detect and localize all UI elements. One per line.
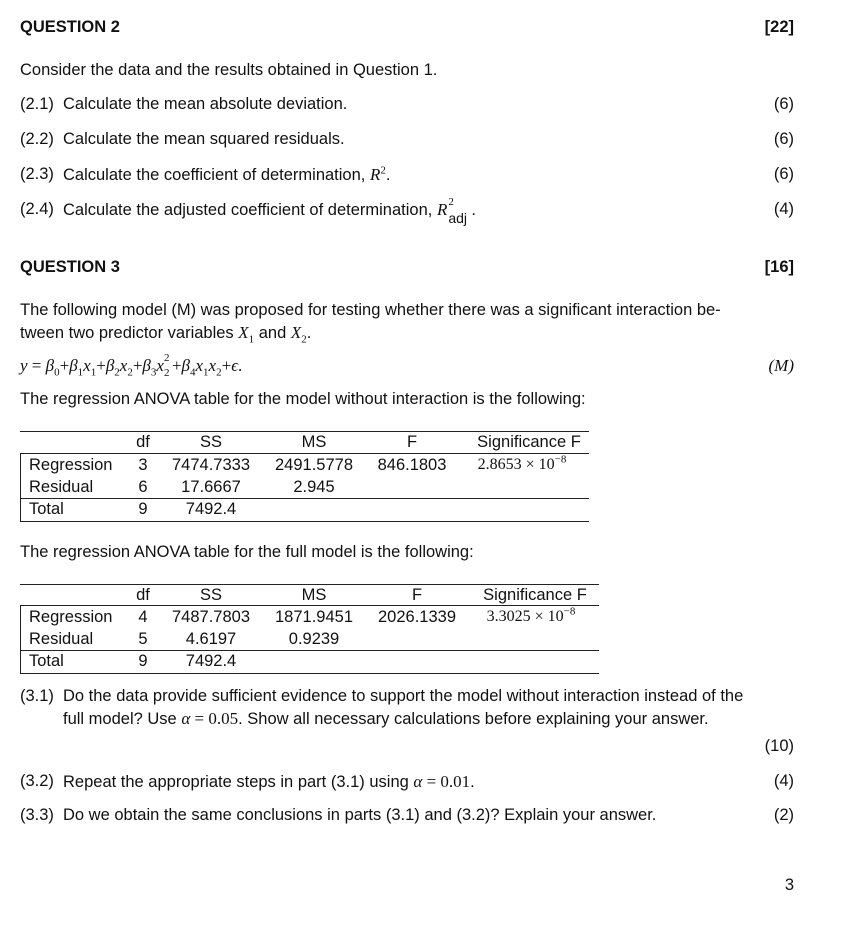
q2-item-4-text: Calculate the adjusted coefficient of determination, bbox=[63, 201, 437, 219]
q2-item-3-line: Calculate the coefficient of determination, $R^2$. bbox=[63, 164, 391, 184]
q3-item-1-marks: (10) bbox=[764, 737, 794, 755]
q2-item-4-label: (2.4) bbox=[20, 200, 54, 218]
q3-total-marks: [16] bbox=[764, 258, 794, 276]
q2-item-3-label: (2.3) bbox=[20, 165, 54, 183]
q2-item-2-label: (2.2) bbox=[20, 130, 54, 148]
x1-symbol: $X_1$ bbox=[238, 323, 255, 346]
t1-header-df: df bbox=[136, 433, 150, 451]
t1-header-sig-f: Significance F bbox=[477, 433, 581, 451]
q2-intro: Consider the data and the results obtained in Question 1. bbox=[20, 61, 438, 79]
t1-header-f: F bbox=[406, 433, 418, 451]
q2-item-3-text: Calculate the coefficient of determination, bbox=[63, 166, 370, 184]
q3-item-1-line1: Do the data provide sufficient evidence to support the model without interaction instead of the bbox=[63, 687, 744, 705]
r-squared-adj-symbol: R 2 adj bbox=[436, 196, 468, 226]
q2-item-2-marks: (6) bbox=[773, 130, 794, 148]
q3-intro-line2: tween two predictor variables $X_1$ and $X_2$. bbox=[20, 323, 312, 346]
t1-header-ms: MS bbox=[301, 433, 327, 451]
q3-item-1-line2: full model? Use α = 0.05. Show all necessary calculations before explaining your answer. bbox=[63, 709, 709, 728]
t2-header-sig-f: Significance F bbox=[483, 586, 587, 604]
q3-item-3-label: (3.3) bbox=[20, 806, 54, 824]
q2-item-4-line: Calculate the adjusted coefficient of determination, R 2 adj . bbox=[63, 196, 476, 226]
q3-heading: QUESTION 3 bbox=[20, 258, 120, 276]
q2-item-4-marks: (4) bbox=[773, 200, 794, 218]
t2-header-df: df bbox=[136, 586, 150, 604]
t2-header-ms: MS bbox=[301, 586, 327, 604]
r-squared-symbol: $R^2$ bbox=[369, 164, 386, 184]
table1-caption: The regression ANOVA table for the model without interaction is the following: bbox=[20, 390, 586, 408]
q3-intro-line1: The following model (M) was proposed for testing whether there was a significant interaction be- bbox=[20, 301, 721, 319]
q2-item-1-text: Calculate the mean absolute deviation. bbox=[63, 95, 348, 113]
table2-caption: The regression ANOVA table for the full model is the following: bbox=[20, 543, 474, 561]
model-label: (M) bbox=[768, 356, 794, 375]
page-number: 3 bbox=[784, 876, 794, 894]
q2-total-marks: [22] bbox=[764, 18, 794, 36]
q3-item-1-label: (3.1) bbox=[20, 687, 54, 705]
q3-item-2-label: (3.2) bbox=[20, 772, 54, 790]
model-equation: $y = \beta_0+\beta_1x_1+\beta_2x_2+\beta_3x$ 2 2 $+\beta_4x_1x_2+\epsilon$. bbox=[20, 352, 243, 379]
q3-item-3-marks: (2) bbox=[773, 806, 794, 824]
t2-header-f: F bbox=[411, 586, 423, 604]
q2-item-1-label: (2.1) bbox=[20, 95, 54, 113]
q2-heading: QUESTION 2 bbox=[20, 18, 120, 36]
q3-item-2-text: Repeat the appropriate steps in part (3.1) using α = 0.01. bbox=[63, 772, 475, 791]
x2-symbol: $X_2$ bbox=[290, 323, 307, 346]
t1-header-ss: SS bbox=[199, 433, 223, 451]
q2-item-3-marks: (6) bbox=[773, 165, 794, 183]
t2-header-ss: SS bbox=[199, 586, 223, 604]
q3-item-2-marks: (4) bbox=[773, 772, 794, 790]
q2-item-2-text: Calculate the mean squared residuals. bbox=[63, 130, 345, 148]
q3-item-3-text: Do we obtain the same conclusions in parts (3.1) and (3.2)? Explain your answer. bbox=[63, 806, 657, 824]
q2-item-1-marks: (6) bbox=[773, 95, 794, 113]
